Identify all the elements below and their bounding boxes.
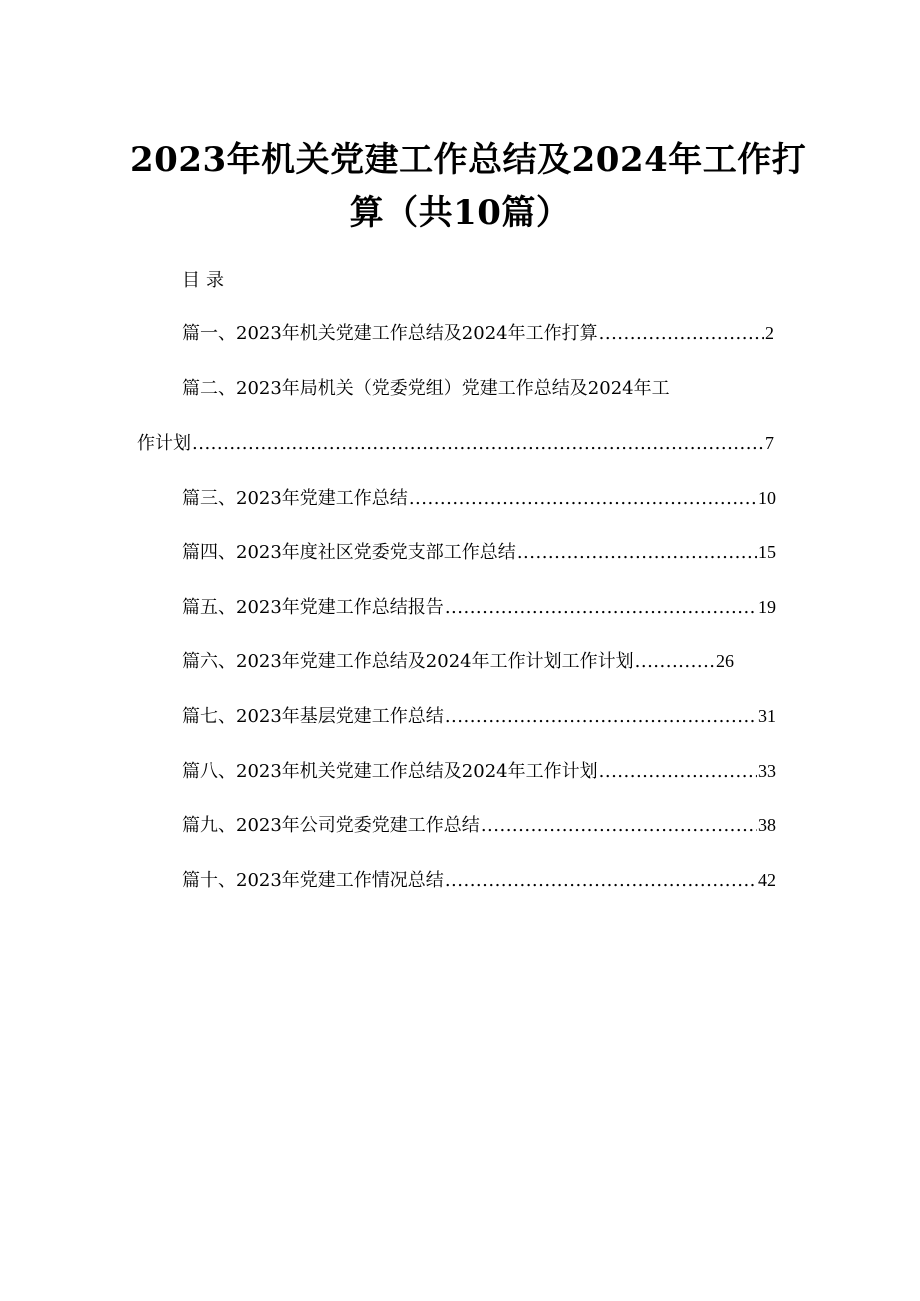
toc-entry-5[interactable] [182, 596, 776, 619]
toc-entry-8[interactable] [182, 760, 776, 783]
toc-entry-label: 篇三、2023年党建工作总结 [182, 488, 408, 509]
toc-page-number: 15 [758, 542, 776, 562]
toc-entry-6[interactable] [182, 650, 734, 673]
toc-page-number: 2 [765, 323, 774, 343]
toc-leader-dots [599, 761, 757, 783]
toc-entry-2[interactable] [137, 432, 774, 455]
toc-entry-3[interactable] [182, 487, 776, 510]
toc-leader-dots [517, 542, 757, 564]
toc-entry-9[interactable] [182, 814, 776, 837]
toc-page-number: 10 [758, 488, 776, 508]
toc-entry-7[interactable] [182, 705, 776, 728]
toc-entry-label: 作计划 [137, 433, 191, 454]
toc-heading: 目录 [182, 270, 230, 291]
toc-page-number: 26 [716, 651, 734, 671]
toc-entry-4[interactable] [182, 541, 776, 564]
toc-leader-dots [445, 706, 757, 728]
toc-entry-label: 篇九、2023年公司党委党建工作总结 [182, 815, 480, 836]
toc-page-number: 38 [758, 815, 776, 835]
toc-entry-label: 篇五、2023年党建工作总结报告 [182, 597, 444, 618]
document-title-line-2: 算（共10篇） [349, 193, 571, 233]
toc-page-number: 33 [758, 761, 776, 781]
toc-entry-label: 篇八、2023年机关党建工作总结及2024年工作计划 [182, 761, 598, 782]
toc-entry-1[interactable] [182, 322, 774, 345]
toc-entry-2-line-1[interactable]: 篇二、2023年局机关（党委党组）党建工作总结及2024年工 [182, 378, 670, 399]
toc-leader-dots [409, 488, 757, 510]
toc-leader-dots [192, 433, 764, 455]
toc-leader-dots [445, 597, 757, 619]
toc-entry-label: 篇四、2023年度社区党委党支部工作总结 [182, 542, 516, 563]
toc-entry-label: 篇一、2023年机关党建工作总结及2024年工作打算 [182, 323, 598, 344]
toc-page-number: 42 [758, 870, 776, 890]
toc-leader-dots [445, 870, 757, 892]
toc-entry-10[interactable] [182, 869, 776, 892]
toc-entry-label: 篇十、2023年党建工作情况总结 [182, 870, 444, 891]
toc-page-number: 7 [765, 433, 774, 453]
toc-entry-label: 篇六、2023年党建工作总结及2024年工作计划工作计划 [182, 651, 634, 672]
toc-page-number: 19 [758, 597, 776, 617]
document-title-line-1: 2023年机关党建工作总结及2024年工作打 [130, 140, 807, 180]
toc-entry-label: 篇七、2023年基层党建工作总结 [182, 706, 444, 727]
toc-leader-dots [599, 323, 764, 345]
toc-leader-dots [481, 815, 757, 837]
toc-page-number: 31 [758, 706, 776, 726]
toc-leader-dots [635, 651, 715, 673]
